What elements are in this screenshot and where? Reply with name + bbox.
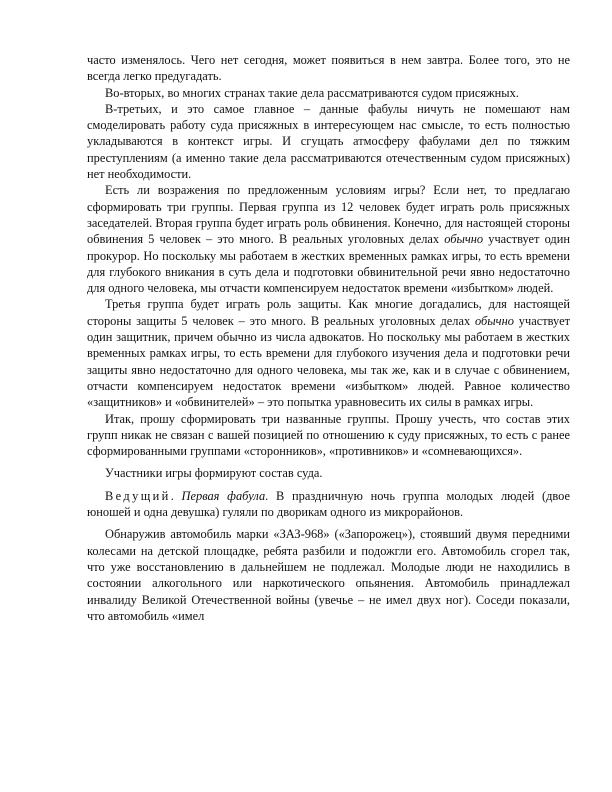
paragraph-text: Во-вторых, во многих странах такие дела рассматриваются судом присяжных. bbox=[105, 85, 519, 100]
italic-emphasis: обычно bbox=[475, 313, 514, 328]
paragraph bbox=[87, 296, 570, 410]
paragraph bbox=[87, 465, 570, 481]
paragraph-text: Итак, прошу сформировать три названные группы. Прошу учесть, что состав этих групп никак не связан с вашей позицией по отношению к суду присяжных, то есть с ранее сформированными группами «сторонников», «противников» и «сомневающихся». bbox=[87, 411, 570, 459]
paragraph-text: часто изменялось. Чего нет сегодня, может появиться в нем завтра. Более того, это не всегда легко предугадать. bbox=[87, 53, 570, 84]
paragraph-text: участвует один прокурор. Но поскольку мы работаем в жестких временных рамках игры, то есть времени для глубокого вникания в суть дела и подготовки обвинительной речи явно недостаточно для одного человека, мы отчасти компенсируем недостаток времени «избытком» людей. bbox=[87, 232, 570, 296]
paragraph-text: Есть ли возражения по предложенным условиям игры? Если нет, то предлагаю сформировать три группы. Первая группа из 12 человек будет играть роль присяжных заседателей. Вторая группа будет играть роль обвинения. Конечно, для настоящей стороны обвинения 5 человек – это много. В реальных уголовных делах bbox=[87, 183, 570, 247]
document-page bbox=[87, 52, 570, 624]
paragraph-text: участвует один защитник, причем обычно из числа адвокатов. Но поскольку мы работаем в жестких временных рамках игры, то есть времени для глубокого изучения дела и подготовки речи защиты явно недостаточно для одного человека, мы так же, как и в случае с обвинением, отчасти компенсируем недостаток времени «избытком» людей. Равное количество «защитников» и «обвинителей» – это попытка уравновесить их силы в рамках игры. bbox=[87, 313, 570, 410]
paragraph bbox=[87, 85, 570, 101]
paragraph bbox=[87, 52, 570, 85]
italic-heading: Первая фабула bbox=[181, 488, 266, 503]
paragraph-text: Третья группа будет играть роль защиты. Как многие догадались, для настоящей стороны защиты 5 человек – это много. В реальных уголовных делах bbox=[87, 297, 570, 328]
speaker-label: Ведущий bbox=[105, 488, 171, 503]
paragraph-text: В-третьих, и это самое главное – данные фабулы ничуть не помешают нам смоделировать работу суда присяжных в интересующем нас смысле, то есть полностью укладываются в контекст игры. И сгущать атмосферу фабулами дел по тяжким преступлениям (а именно такие дела рассматриваются отечественным судом присяжных) нет необходимости. bbox=[87, 101, 570, 182]
paragraph bbox=[87, 101, 570, 182]
paragraph-text: . bbox=[170, 488, 182, 503]
paragraph bbox=[87, 182, 570, 296]
paragraph bbox=[87, 526, 570, 624]
paragraph bbox=[87, 411, 570, 460]
paragraph-text: . В праздничную ночь группа молодых людей (двое юношей и одна девушка) гуляли по дворикам одного из микрорайонов. bbox=[87, 488, 571, 520]
italic-emphasis: обычно bbox=[444, 232, 484, 247]
paragraph bbox=[87, 488, 570, 521]
paragraph-text: Участники игры формируют состав суда. bbox=[105, 466, 323, 481]
paragraph-text: Обнаружив автомобиль марки «ЗАЗ-968» («Запорожец»), стоявший двумя передними колесами на детской площадке, ребята разбили и подожгли его. Автомобиль сгорел так, что уже восстановлению в дальнейшем не подлежал. Молодые люди не находились в состоянии алкогольного или наркотического опьянения. Автомобиль принадлежал инвалиду Великой Отечественной войны (увечье – не имел двух ног). Соседи показали, что автомобиль «имел bbox=[87, 527, 570, 623]
